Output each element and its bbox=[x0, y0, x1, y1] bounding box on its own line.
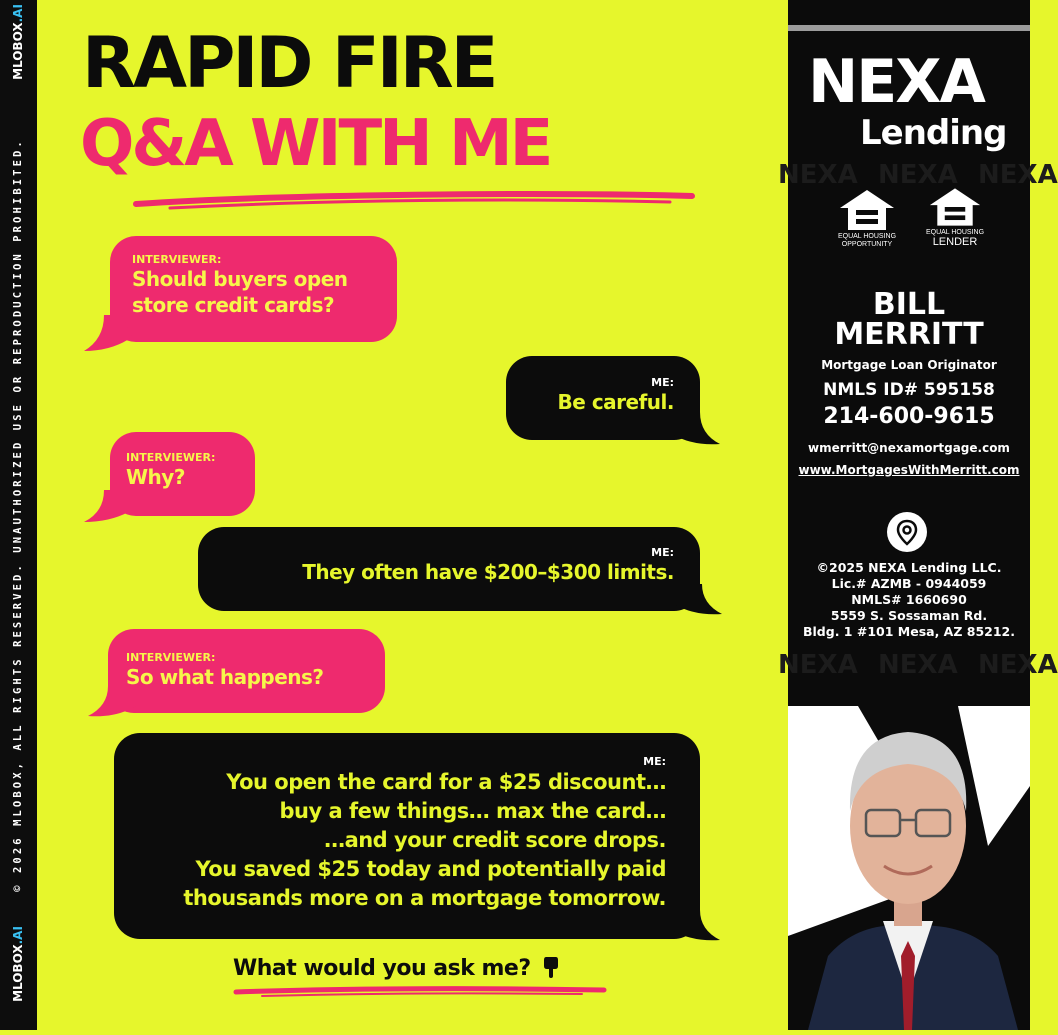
first-name: BILL bbox=[872, 287, 946, 322]
speaker-label: INTERVIEWER: bbox=[126, 651, 216, 664]
message-line: …and your credit score drops. bbox=[324, 828, 666, 852]
contact-panel bbox=[778, 0, 1058, 1030]
pointing-down-hand-icon bbox=[542, 955, 560, 979]
phone-number[interactable]: 214-600-9615 bbox=[823, 404, 995, 429]
message-line: store credit cards? bbox=[132, 293, 335, 317]
agent-photo bbox=[788, 706, 1030, 1030]
job-title: Mortgage Loan Originator bbox=[821, 358, 997, 372]
watermark: NEXA bbox=[878, 650, 958, 680]
watermark: NEXA bbox=[978, 160, 1058, 190]
top-divider bbox=[788, 25, 1030, 31]
chat-bubble-me-2 bbox=[198, 527, 700, 611]
mlobox-logo-bottom: MLOBOX.AI bbox=[11, 926, 25, 1002]
copyright-notice: © 2026 MLOBOX, ALL RIGHTS RESERVED. UNAUTHORIZED USE OR REPRODUCTION PROHIBITED. bbox=[12, 138, 24, 892]
mlobox-logo-top: MLOBOX.AI bbox=[11, 4, 25, 80]
chat-bubble-me-1 bbox=[506, 356, 700, 440]
left-copyright-strip bbox=[0, 0, 37, 1030]
speaker-label: ME: bbox=[643, 755, 666, 768]
watermark: NEXA bbox=[778, 160, 858, 190]
message-line: So what happens? bbox=[126, 665, 324, 689]
chat-bubble-interviewer-1 bbox=[110, 236, 397, 342]
website-link[interactable]: www.MortgagesWithMerritt.com bbox=[798, 463, 1020, 477]
call-to-action bbox=[233, 955, 560, 981]
title-underline bbox=[130, 188, 700, 212]
speaker-label: INTERVIEWER: bbox=[126, 451, 216, 464]
speaker-label: ME: bbox=[651, 376, 674, 389]
nexa-logo: NEXA bbox=[808, 47, 984, 117]
speaker-label: INTERVIEWER: bbox=[132, 253, 222, 266]
message-line: Why? bbox=[126, 465, 185, 489]
title-qa-with-me: Q&A WITH ME bbox=[80, 107, 551, 181]
cta-underline bbox=[232, 984, 612, 1000]
bubble-tail bbox=[86, 686, 136, 722]
watermark: NEXA bbox=[978, 650, 1058, 680]
email-link[interactable]: wmerritt@nexamortgage.com bbox=[808, 441, 1010, 455]
message-line: buy a few things… max the card… bbox=[279, 799, 666, 823]
bubble-tail bbox=[674, 584, 724, 620]
eho-label: EQUAL HOUSING OPPORTUNITY bbox=[837, 233, 897, 248]
message-line: Be careful. bbox=[557, 390, 674, 414]
message-line: You open the card for a $25 discount… bbox=[226, 770, 666, 794]
location-pin-icon bbox=[887, 512, 927, 552]
bubble-tail bbox=[82, 315, 132, 355]
message-line: Should buyers open bbox=[132, 267, 348, 291]
nmls-id: NMLS ID# 595158 bbox=[823, 380, 995, 400]
chat-bubble-interviewer-3 bbox=[108, 629, 385, 713]
bubble-tail bbox=[672, 910, 722, 946]
watermark: NEXA bbox=[878, 160, 958, 190]
watermark: NEXA bbox=[778, 650, 858, 680]
company-info: ©2025 NEXA Lending LLC. Lic.# AZMB - 0944059 NMLS# 1660690 5559 S. Sossaman Rd. Bldg. 1 #101 Mesa, AZ 85212. bbox=[803, 560, 1015, 639]
message-line: You saved $25 today and potentially paid bbox=[195, 857, 666, 881]
equal-housing-lender-icon bbox=[928, 186, 982, 228]
chat-bubble-me-3 bbox=[114, 733, 700, 939]
ehl-label: EQUAL HOUSING LENDER bbox=[925, 229, 985, 248]
last-name: MERRITT bbox=[834, 317, 984, 352]
equal-housing-opportunity-icon bbox=[838, 188, 896, 232]
message-line: They often have $200–$300 limits. bbox=[302, 560, 674, 584]
title-rapid-fire: RAPID FIRE bbox=[82, 22, 496, 104]
bubble-tail bbox=[82, 490, 132, 526]
bubble-tail bbox=[672, 412, 722, 448]
speaker-label: ME: bbox=[651, 546, 674, 559]
lending-logo: Lending bbox=[860, 113, 1007, 153]
cta-text: What would you ask me? bbox=[233, 956, 531, 981]
message-line: thousands more on a mortgage tomorrow. bbox=[183, 886, 666, 910]
